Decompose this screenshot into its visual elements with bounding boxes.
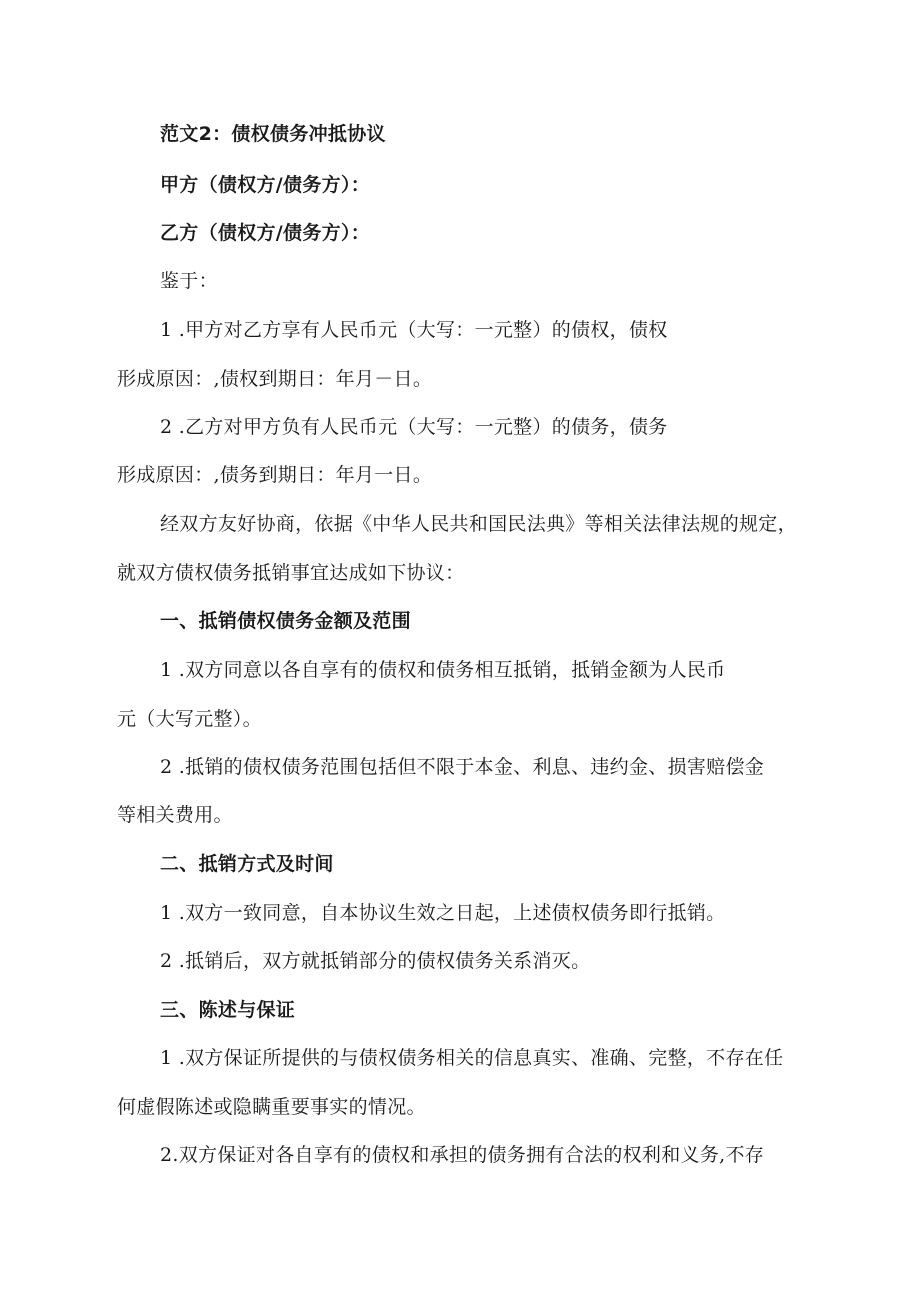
consensus-line-2: 就双方债权债务抵销事宜达成如下协议： xyxy=(117,562,465,584)
section-2-item-1: 1 .双方一致同意，自本协议生效之日起，上述债权债务即行抵销。 xyxy=(160,902,726,924)
party-b-line: 乙方（债权方/债务方）： xyxy=(160,222,371,244)
whereas-label: 鉴于： xyxy=(160,270,218,292)
party-a-line: 甲方（债权方/债务方）： xyxy=(160,174,371,196)
section-1-item-2-line-2: 等相关费用。 xyxy=(117,804,233,826)
section-3-item-2-line-1: 2.双方保证对各自享有的债权和承担的债务拥有合法的权利和义务,不存 xyxy=(160,1144,765,1166)
section-1-item-1-line-2: 元（大写元整）。 xyxy=(117,708,262,730)
recital-1-line-1: 1 .甲方对乙方享有人民币元（大写：一元整）的债权，债权 xyxy=(160,319,668,341)
recital-2-line-1: 2 .乙方对甲方负有人民币元（大写：一元整）的债务，债务 xyxy=(160,416,668,438)
section-3-item-1-line-1: 1 .双方保证所提供的与债权债务相关的信息真实、准确、完整，不存在任 xyxy=(160,1047,784,1069)
section-1-item-2-line-1: 2 .抵销的债权债务范围包括但不限于本金、利息、违约金、损害赔偿金 xyxy=(160,756,765,778)
section-1-item-1-line-1: 1 .双方同意以各自享有的债权和债务相互抵销，抵销金额为人民币 xyxy=(160,659,726,681)
recital-2-line-2: 形成原因：,债务到期日：年月一日。 xyxy=(117,464,433,486)
section-3-heading: 三、陈述与保证 xyxy=(160,999,296,1021)
document-title: 范文2：债权债务冲抵协议 xyxy=(160,123,386,145)
section-1-heading: 一、抵销债权债务金额及范围 xyxy=(160,610,411,632)
recital-1-line-2: 形成原因：,债权到期日：年月－日。 xyxy=(117,368,433,390)
section-3-item-1-line-2: 何虚假陈述或隐瞒重要事实的情况。 xyxy=(117,1096,426,1118)
section-2-heading: 二、抵销方式及时间 xyxy=(160,853,334,875)
consensus-line-1: 经双方友好协商，依据《中华人民共和国民法典》等相关法律法规的规定， xyxy=(160,513,797,535)
section-2-item-2: 2 .抵销后，双方就抵销部分的债权债务关系消灭。 xyxy=(160,950,591,972)
